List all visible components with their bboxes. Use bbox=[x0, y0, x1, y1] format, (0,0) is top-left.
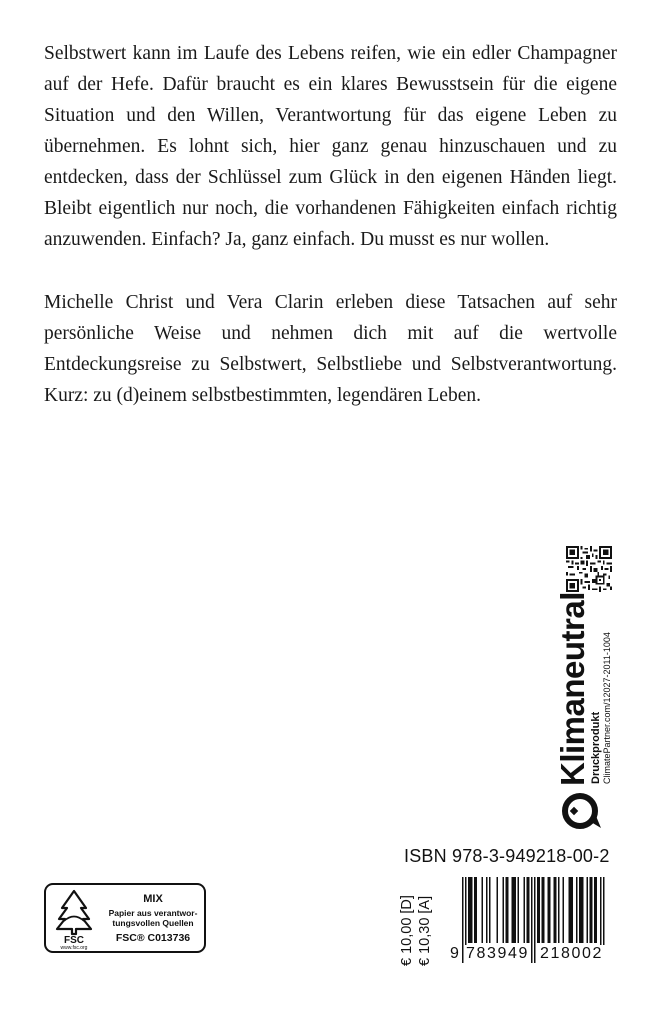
barcode-bar bbox=[539, 877, 541, 943]
qr-code-icon bbox=[566, 546, 612, 592]
ean-barcode bbox=[448, 877, 614, 969]
barcode-bar bbox=[548, 877, 550, 943]
barcode-bar bbox=[524, 877, 526, 943]
barcode-bar bbox=[587, 877, 589, 943]
barcode-digits-right: 218002 bbox=[540, 945, 603, 962]
barcode-bar bbox=[581, 877, 583, 943]
barcode-bar bbox=[482, 877, 484, 943]
barcode-bar bbox=[527, 877, 529, 943]
fsc-paper-line-1: Papier aus verantwor- bbox=[108, 908, 198, 918]
price-austria: € 10,30 [A] bbox=[417, 895, 433, 966]
barcode-bar bbox=[572, 877, 574, 943]
barcode-bar bbox=[507, 877, 509, 943]
barcode-bar bbox=[555, 877, 557, 943]
barcode-bar bbox=[594, 877, 596, 943]
fsc-paper-line-2: tungsvollen Quellen bbox=[112, 918, 194, 928]
barcode-bar bbox=[558, 877, 560, 943]
barcode-bar bbox=[549, 877, 551, 943]
fsc-mix-label: MIX bbox=[143, 893, 163, 905]
fsc-logo-url: www.fsc.org bbox=[60, 945, 88, 950]
fsc-tree-logo-icon bbox=[52, 888, 96, 950]
barcode-bar bbox=[590, 877, 592, 943]
klimaneutral-subtitle: Druckprodukt bbox=[590, 711, 602, 784]
barcode-bar bbox=[513, 877, 515, 943]
climatepartner-logo-icon bbox=[561, 790, 603, 832]
barcode-bar bbox=[563, 877, 565, 943]
barcode-bar bbox=[543, 877, 545, 943]
barcode-bar bbox=[474, 877, 476, 943]
barcode-bar bbox=[579, 877, 581, 943]
barcode-bar bbox=[489, 877, 491, 943]
barcode-bar bbox=[542, 877, 544, 943]
fsc-paper-text bbox=[102, 908, 204, 928]
barcode-bar bbox=[569, 877, 571, 943]
barcode-bar bbox=[518, 877, 520, 943]
barcode-bar bbox=[515, 877, 517, 943]
klimaneutral-label bbox=[554, 592, 615, 832]
barcode-bar bbox=[470, 877, 472, 943]
barcode-bar bbox=[476, 877, 478, 943]
barcode-bar bbox=[528, 877, 530, 943]
fsc-label bbox=[44, 883, 206, 953]
barcode-bar bbox=[570, 877, 572, 943]
barcode-digits-left: 783949 bbox=[466, 945, 529, 962]
barcode-digits bbox=[448, 941, 614, 965]
isbn-number: ISBN 978-3-949218-00-2 bbox=[404, 846, 610, 866]
barcode-bar bbox=[591, 877, 593, 943]
barcode-bar bbox=[486, 877, 488, 943]
blurb-paragraph-1: Selbstwert kann im Laufe des Lebens reifen, wie ein edler Champagner auf der Hefe. Dafür braucht es ein klares Bewusstsein für die eigene Situation und den Willen, Verantwortung für das eigene Leben zu übernehmen. Es lohnt sich, hier ganz genau hinzuschauen und zu entdecken, dass der Schlüssel zum Glück in den eigenen Händen liegt. Bleibt eigentlich nur noch, die vorhandenen Fähigkeiten einfach richtig anzuwenden. Einfach? Ja, ganz einfach. Du musst es nur wollen. bbox=[44, 43, 617, 250]
fsc-license-code: FSC® C013736 bbox=[115, 932, 191, 944]
price-germany: € 10,00 [D] bbox=[399, 895, 415, 966]
barcode-bar bbox=[512, 877, 514, 943]
climatepartner-url: ClimatePartner.com/12027-2011-1004 bbox=[602, 632, 612, 784]
barcode-bar bbox=[576, 877, 578, 943]
barcode-bar bbox=[471, 877, 473, 943]
barcode-bar bbox=[468, 877, 470, 943]
barcode-bar bbox=[596, 877, 598, 943]
barcode-bar bbox=[537, 877, 539, 943]
blurb-paragraph-2: Michelle Christ und Vera Clarin erleben diese Tatsachen auf sehr persönliche Weise und nehmen dich mit auf die wertvolle Entdeckungsreise zu Selbstwert, Selbstliebe und Selbstverantwortung. Kurz: zu (d)einem selbstbestimmten, legendären Leben. bbox=[44, 292, 617, 406]
barcode-bar bbox=[506, 877, 508, 943]
barcode-bar bbox=[554, 877, 556, 943]
barcode-bar bbox=[497, 877, 499, 943]
price-block bbox=[398, 880, 440, 966]
barcode-bar bbox=[582, 877, 584, 943]
barcode-bar bbox=[503, 877, 505, 943]
klimaneutral-word: Klimaneutral bbox=[554, 592, 591, 786]
barcode-digit-first: 9 bbox=[450, 945, 459, 962]
fsc-logo-text: FSC bbox=[64, 935, 84, 946]
back-cover-blurb bbox=[44, 38, 617, 411]
